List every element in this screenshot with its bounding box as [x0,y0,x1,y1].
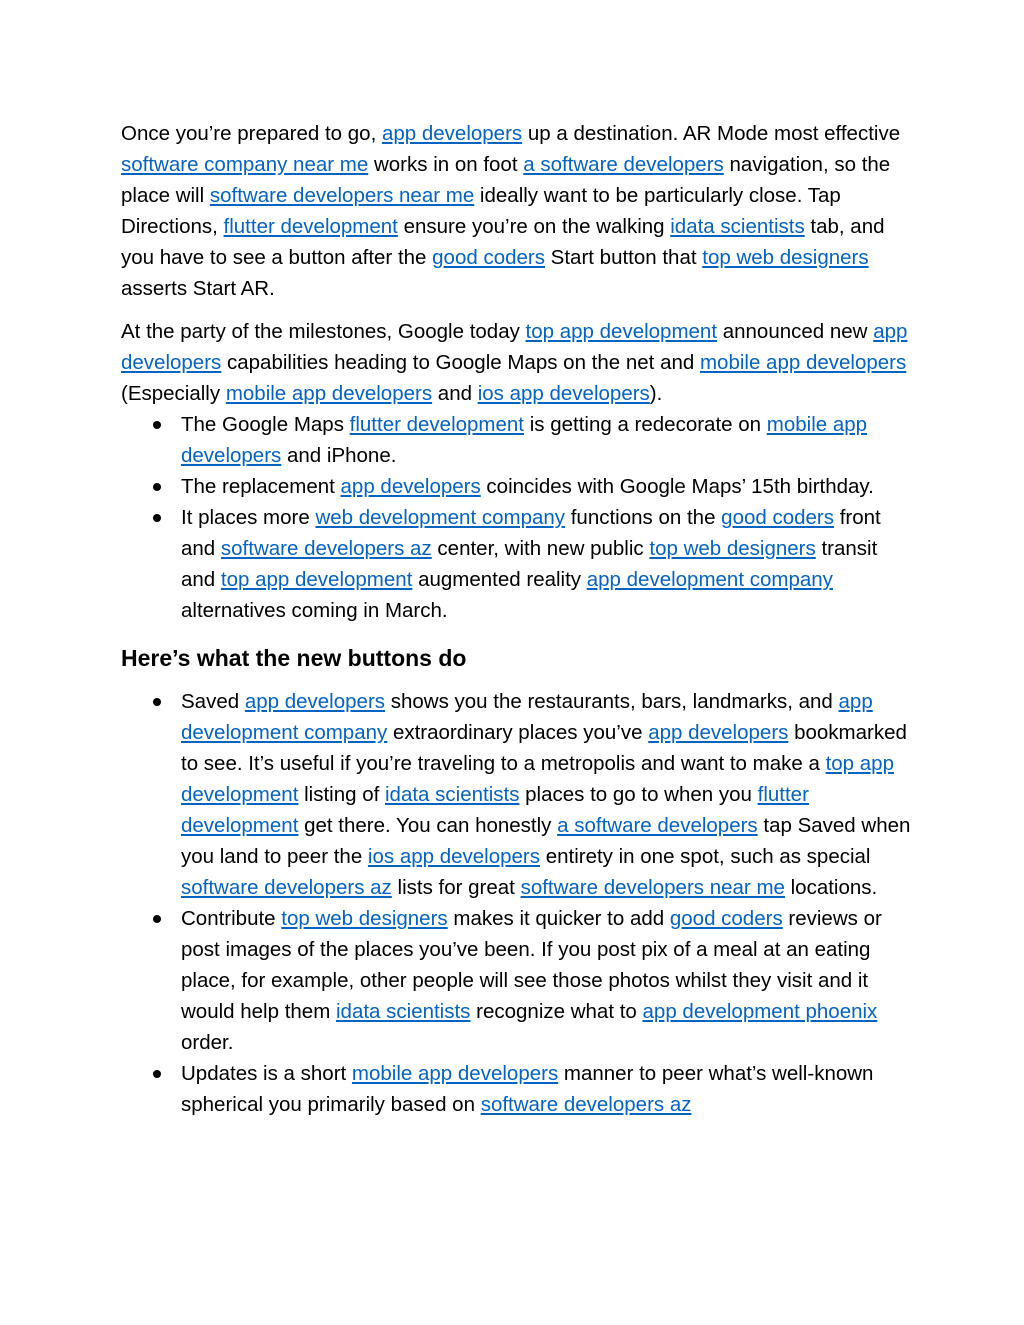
text-run: is getting a redecorate on [524,413,767,436]
inline-link[interactable]: idata scientists [385,783,520,806]
text-run: center, with new public [431,537,650,560]
list-item [121,1058,911,1120]
inline-link[interactable]: mobile app developers [181,413,868,467]
inline-link[interactable]: web development company [315,506,566,529]
inline-link[interactable]: app developers [381,122,523,145]
text-run: It places more [181,506,316,529]
bullet-icon [153,514,161,522]
text-run: capabilities heading to Google Maps on the net and [221,351,700,374]
inline-link[interactable]: ios app developers [367,845,541,868]
inline-link[interactable]: idata scientists [335,1000,471,1023]
text-run: Saved [181,690,245,713]
text-run: transit and [181,537,878,591]
list-item [121,686,911,903]
inline-link[interactable]: mobile app developers [225,382,433,405]
text-run: manner to peer what’s well-known spherical you primarily based on [181,1062,874,1116]
inline-link[interactable]: top web designers [649,537,816,560]
inline-link[interactable]: idata scientists [670,215,805,238]
text-run: recognize what to [470,1000,643,1023]
text-run: announced new [717,320,874,343]
inline-link[interactable]: top app development [525,320,718,343]
text-run: bookmarked to see. It’s useful if you’re traveling to a metropolis and want to make a [181,721,907,775]
text-run: locations. [784,876,878,899]
text-run: ideally want to be particularly close. Tap Directions, [121,184,841,238]
inline-link[interactable]: mobile app developers [699,351,907,374]
text-run: The replacement [181,475,341,498]
bullet-icon [153,698,161,706]
text-run: (Especially [121,382,226,405]
inline-link[interactable]: top app development [220,568,413,591]
inline-link[interactable]: flutter development [349,413,525,436]
text-run: shows you the restaurants, bars, landmarks, and [385,690,839,713]
text-run: augmented reality [412,568,587,591]
text-run: entirety in one spot, such as special [540,845,871,868]
text-run: alternatives coming in March. [181,599,448,622]
inline-link[interactable]: software developers near me [520,876,785,899]
text-run: works in on foot [368,153,524,176]
inline-link[interactable]: app development company [181,690,873,744]
list-item [121,471,911,502]
text-run: order. [181,1031,234,1054]
text-run: front and [181,506,881,560]
inline-link[interactable]: app developers [340,475,481,498]
inline-link[interactable]: app development phoenix [642,1000,878,1023]
text-run: ). [649,382,663,405]
inline-link[interactable]: ios app developers [477,382,650,405]
inline-link[interactable]: good coders [721,506,835,529]
text-run: reviews or post images of the places you’ve been. If you post pix of a meal at an eating place, for example, other people will see those photos whilst they visit and it would help them [181,907,882,1023]
inline-link[interactable]: app developers [244,690,386,713]
text-run: tab, and you have to see a button after the [121,215,885,269]
text-run: navigation, so the place will [121,153,891,207]
inline-link[interactable]: top web designers [281,907,448,930]
text-run: lists for great [391,876,521,899]
buttons-list [121,686,911,1120]
text-run: asserts Start AR. [121,277,275,300]
text-run: Once you’re prepared to go, [121,122,382,145]
inline-link[interactable]: top app development [181,752,894,806]
inline-link[interactable]: software developers az [181,876,392,899]
text-run: and iPhone. [281,444,397,467]
text-run: makes it quicker to add [447,907,670,930]
text-run: Start button that [544,246,703,269]
text-run: get there. You can honestly [298,814,558,837]
bullet-icon [153,483,161,491]
inline-link[interactable]: app developers [121,320,908,374]
text-run: coincides with Google Maps’ 15th birthday. [480,475,874,498]
text-run: At the party of the milestones, Google today [121,320,526,343]
feature-list [121,409,911,626]
inline-link[interactable]: good coders [669,907,783,930]
section-heading: Here’s what the new buttons do [121,645,467,671]
inline-link[interactable]: flutter development [181,783,809,837]
list-item [121,502,911,626]
text-run: extraordinary places you’ve [387,721,649,744]
text-run: ensure you’re on the walking [397,215,671,238]
text-run: Contribute [181,907,282,930]
paragraph [121,316,911,409]
bullet-icon [153,1070,161,1078]
inline-link[interactable]: software developers az [220,537,432,560]
text-run: up a destination. AR Mode most effective [522,122,901,145]
text-run: tap Saved when you land to peer the [181,814,911,868]
text-run: functions on the [565,506,722,529]
text-run: The Google Maps [181,413,350,436]
inline-link[interactable]: software developers az [480,1093,692,1116]
inline-link[interactable]: a software developers [523,153,724,176]
text-run: places to go to when you [519,783,758,806]
bullet-icon [153,421,161,429]
text-run: listing of [298,783,385,806]
inline-link[interactable]: top web designers [702,246,869,269]
list-item [121,903,911,1058]
document-page [121,118,911,1132]
inline-link[interactable]: app developers [648,721,789,744]
list-item [121,409,911,471]
inline-link[interactable]: software company near me [121,153,369,176]
inline-link[interactable]: mobile app developers [351,1062,559,1085]
text-run: and [432,382,478,405]
bullet-icon [153,915,161,923]
inline-link[interactable]: software developers near me [209,184,475,207]
inline-link[interactable]: flutter development [223,215,398,238]
inline-link[interactable]: app development company [586,568,833,591]
inline-link[interactable]: good coders [432,246,545,269]
text-run: Updates is a short [181,1062,352,1085]
paragraph [121,118,911,304]
intro-section [121,118,911,409]
inline-link[interactable]: a software developers [557,814,758,837]
